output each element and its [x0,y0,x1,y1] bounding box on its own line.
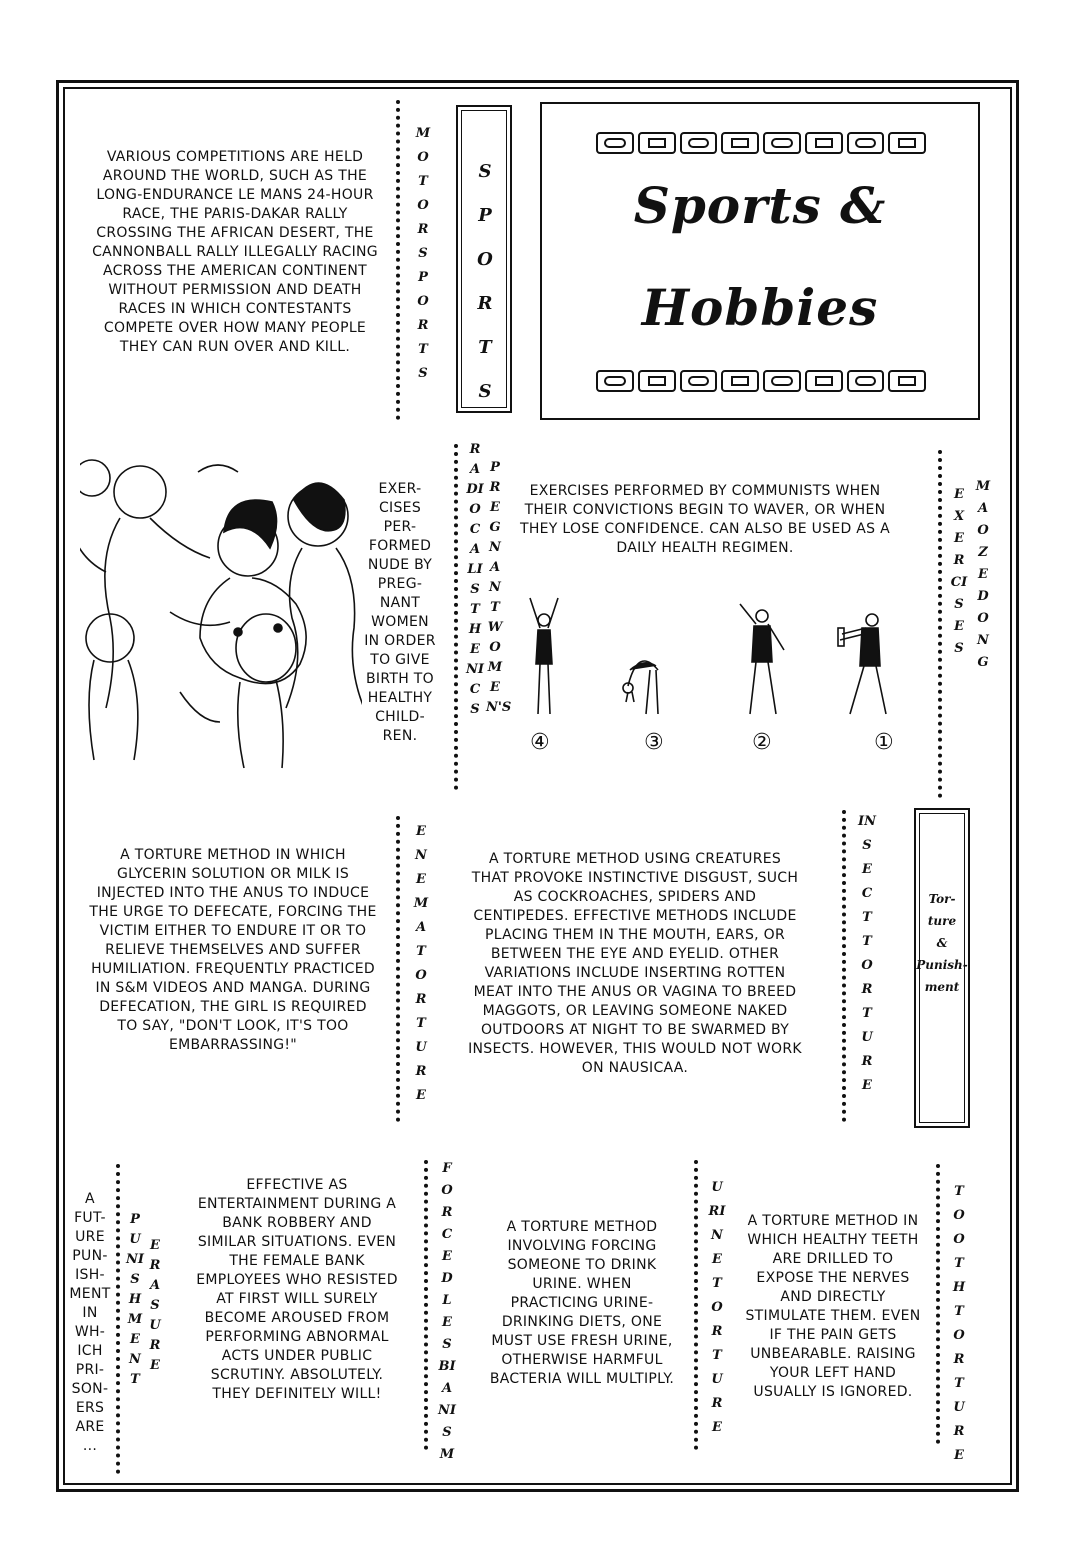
step-1-number: ① [874,730,894,755]
motorsports-heading: MOTORSPORTS [415,126,431,381]
punishment-heading: PUNISHMENT [126,1212,144,1387]
insect-torture-text: A TORTURE METHOD USING CREATURES THAT PROVOKE INSTINCTIVE DISGUST, SUCH AS COCKROACHES, SPIDERS AND CENTIPEDES. EFFECTIVE METHODS INCLUDE PLACING THEM IN THE MOUTH, EARS, OR BETWEEN THE EYE AND EYELID. OTHER VARIATIONS INCLUDE INSERTING ROTTEN MEAT INTO THE ANUS OR VAGINA TO BREED MAGGOTS, OR LEAVING SOMEONE NAKED OUTDOORS AT NIGHT TO BE SWARMED BY INSECTS. HOWEVER, THIS WOULD NOT WORK ON NAUSICAA. [468,851,802,1076]
urine-torture-heading: URINE TORTURE [708,1180,727,1435]
decorative-chain-top [596,132,926,154]
erasure-heading: ERASURE [149,1238,161,1373]
mao-zedong-heading: MAO ZEDONG [975,479,994,670]
step-4-number: ④ [530,730,550,755]
torture-category-label: Tor- ture & Punish- ment [916,892,968,994]
calisthenics-divider [454,444,458,790]
urine-divider [694,1160,698,1450]
erasure-punishment-text: A FUT- URE PUN- ISH- MENT IN WH- ICH PRI- SON- ERS ARE ... [69,1191,111,1454]
exercise-figures-illustration [510,594,910,726]
sports-category-label: SPORTS [477,161,493,402]
enema-torture-text: A TORTURE METHOD IN WHICH GLYCERIN SOLUTION OR MILK IS INJECTED INTO THE ANUS TO INDUCE THE URGE TO DEFECATE, FORCING THE VICTIM EITHER TO ENDURE IT OR TO RELIEVE THEMSELVES AND SUFFER HUMILIATION. FREQUENTLY PRACTICED IN S&M VIDEOS AND MANGA. DURING DEFECATION, THE GIRL IS REQUIRED TO SAY, "DON'T LOOK, IT'S TOO EMBARRASSING!" [89,847,377,1053]
forced-lesbianism-heading: FORCED LESBIANISM [438,1161,458,1462]
lesbianism-divider [424,1160,428,1450]
enema-torture-heading: ENEMA TORTURE [413,824,431,1103]
motorsports-divider [396,100,400,420]
tooth-torture-text: A TORTURE METHOD IN WHICH HEALTHY TEETH ARE DRILLED TO EXPOSE THE NERVES AND DIRECTLY STIMULATE THEM. EVEN IF THE PAIN GETS UNBEARABLE. RAISING YOUR LEFT HAND USUALLY IS IGNORED. [745,1213,921,1400]
step-3-number: ③ [644,730,664,755]
decorative-chain-bottom [596,370,926,392]
pregnant-women-illustration [80,452,362,770]
mao-divider [938,450,942,798]
tooth-torture-heading: TOOTH TORTURE [952,1184,970,1463]
tooth-divider [936,1164,940,1444]
exercises-heading: EXERCISES [950,487,968,656]
page-title-line-1: Sports & [633,176,887,235]
urine-torture-text: A TORTURE METHOD INVOLVING FORCING SOMEONE TO DRINK URINE. WHEN PRACTICING URINE-DRINKING DIETS, ONE MUST USE FRESH URINE, OTHERWISE HARMFUL BACTERIA WILL MULTIPLY. [489,1219,675,1387]
pregnant-womens-heading: PREGNANT WOMEN'S [486,460,512,715]
enema-divider [396,816,400,1122]
radio-calisthenics-heading: RADIO CALISTHENICS [466,442,486,717]
pregnant-calisthenics-text: EXER- CISES PER- FORMED NUDE BY PREG- NANT WOMEN IN ORDER TO GIVE BIRTH TO HEALTHY CHILD- REN. [364,481,436,744]
forced-lesbianism-text: EFFECTIVE AS ENTERTAINMENT DURING A BANK ROBBERY AND SIMILAR SITUATIONS. EVEN THE FEMALE BANK EMPLOYEES WHO RESISTED AT FIRST WILL SURELY BECOME AROUSED FROM PERFORMING ABNORMAL ACTS UNDER PUBLIC SCRUTINY. ABSOLUTELY. THEY DEFINITELY WILL! [196,1177,398,1402]
step-2-number: ② [752,730,772,755]
insect-torture-heading: INSECT TORTURE [858,814,877,1093]
page-title-line-2: Hobbies [641,278,879,337]
erasure-divider [116,1164,120,1474]
motorsports-text: VARIOUS COMPETITIONS ARE HELD AROUND THE WORLD, SUCH AS THE LONG-ENDURANCE LE MANS 24-HOUR RACE, THE PARIS-DAKAR RALLY CROSSING THE AFRICAN DESERT, THE CANNONBALL RALLY ILLEGALLY RACING ACROSS THE AMERICAN CONTINENT WITHOUT PERMISSION AND DEATH RACES IN WHICH CONTESTANTS COMPETE OVER HOW MANY PEOPLE THEY CAN RUN OVER AND KILL. [92,149,378,355]
insect-divider [842,810,846,1122]
mao-exercises-text: EXERCISES PERFORMED BY COMMUNISTS WHEN THEIR CONVICTIONS BEGIN TO WAVER, OR WHEN THEY LOSE CONFIDENCE. CAN ALSO BE USED AS A DAILY HEALTH REGIMEN. [519,483,890,556]
